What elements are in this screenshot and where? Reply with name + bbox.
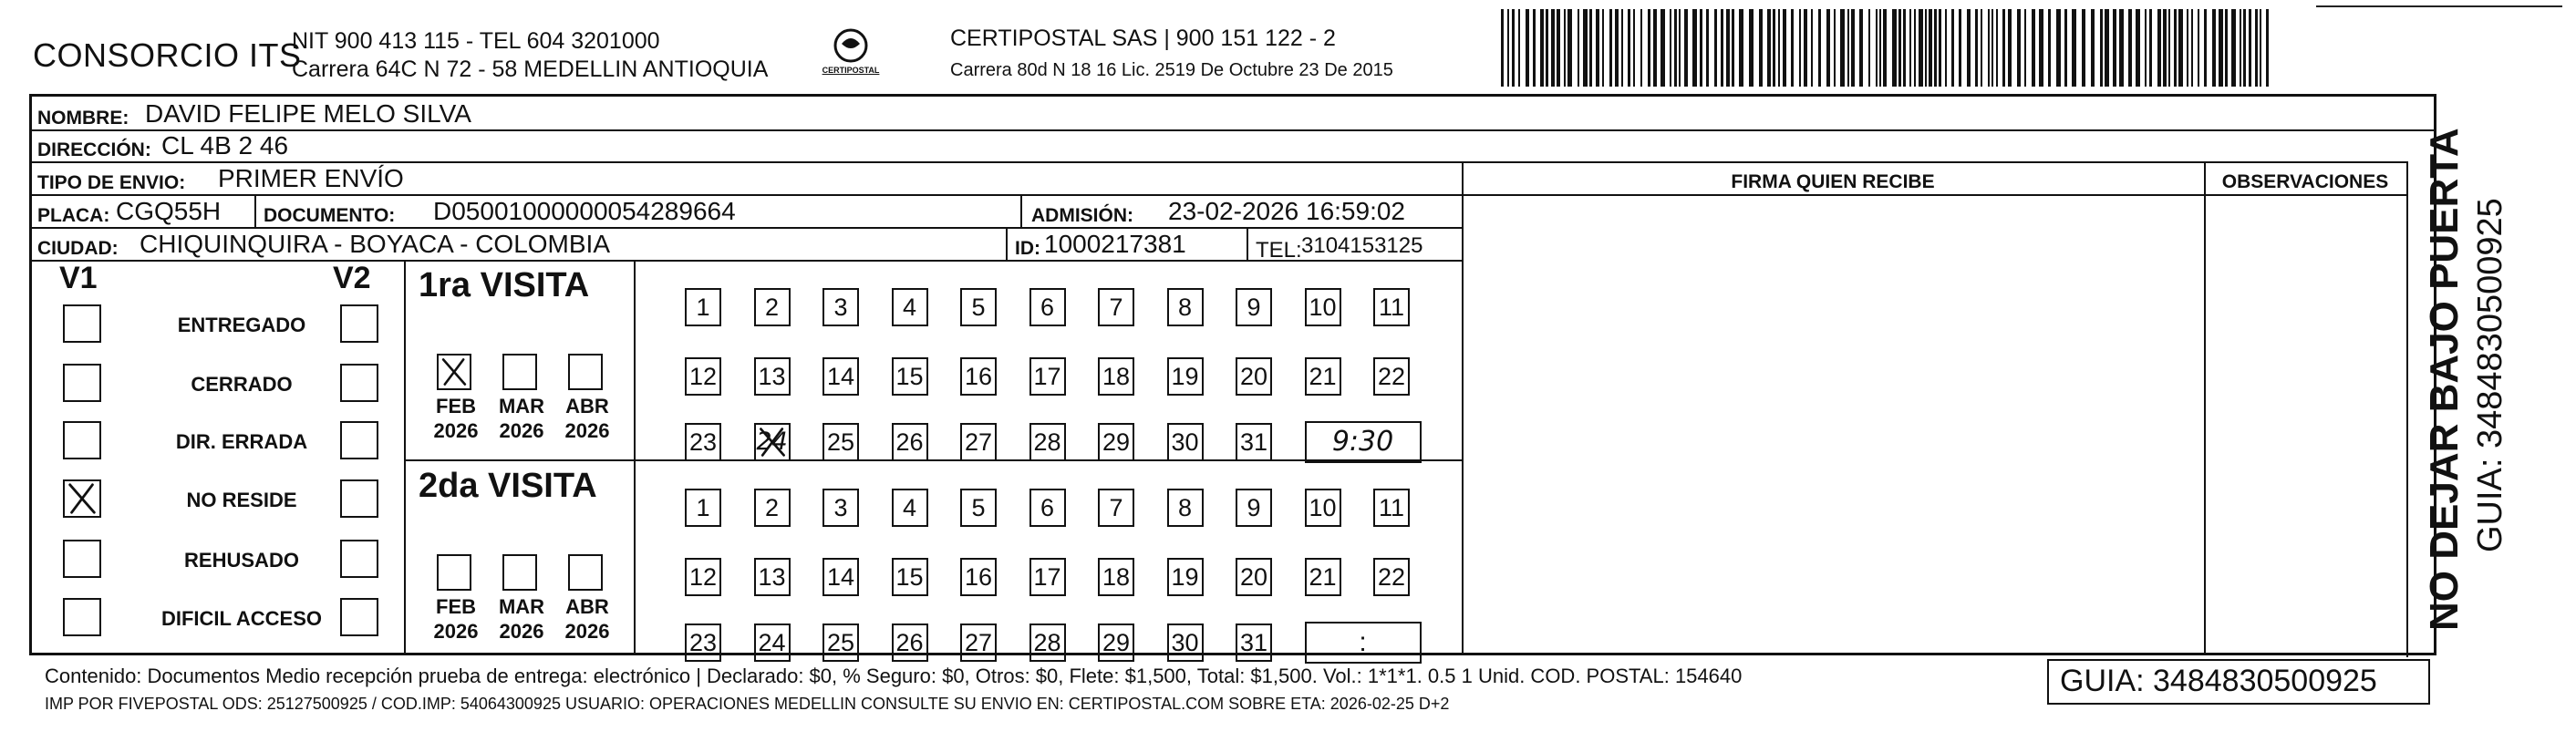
carrier-address: Carrera 80d N 18 16 Lic. 2519 De Octubre 23 De 2015 (950, 60, 1393, 80)
handwritten-x-mark-icon (65, 481, 99, 516)
observations-area[interactable] (2206, 196, 2405, 652)
month-checkbox[interactable] (568, 354, 603, 390)
month-checkbox[interactable] (502, 354, 537, 390)
footer-guide: GUIA: 3484830500925 (2060, 664, 2377, 698)
day-box[interactable]: 23 (685, 623, 721, 662)
day-box[interactable]: 12 (685, 357, 721, 396)
day-box[interactable]: 21 (1305, 357, 1341, 396)
day-box[interactable]: 25 (822, 623, 859, 662)
day-box[interactable]: 20 (1236, 357, 1272, 396)
day-box[interactable]: 17 (1029, 357, 1066, 396)
status-label: ENTREGADO (177, 314, 306, 336)
status-v2-checkbox[interactable] (340, 364, 378, 402)
day-box[interactable]: 9 (1236, 288, 1272, 326)
day-box[interactable]: 24 (754, 623, 791, 662)
day-box[interactable]: 5 (960, 288, 997, 326)
day-box[interactable]: 30 (1167, 423, 1204, 461)
side-guide: GUIA: 3484830500925 (2471, 198, 2509, 552)
status-v1-checkbox[interactable] (63, 304, 101, 343)
no-dejar-warning: NO DEJAR BAJO PUERTA (2422, 128, 2467, 631)
city-label: CIUDAD: (37, 238, 119, 259)
footer-guide-box (2047, 659, 2430, 705)
signature-area[interactable] (1464, 196, 2202, 652)
day-box[interactable]: 16 (960, 558, 997, 596)
city-value: CHIQUINQUIRA - BOYACA - COLOMBIA (140, 230, 611, 258)
recipient-name: DAVID FELIPE MELO SILVA (145, 99, 471, 128)
day-box[interactable]: 2 (754, 489, 791, 527)
tel-label: TEL: (1256, 238, 1302, 263)
day-box[interactable]: 25 (822, 423, 859, 461)
day-box[interactable]: 13 (754, 357, 791, 396)
status-label: DIFICIL ACCESO (160, 607, 322, 630)
status-v1-checkbox[interactable] (63, 540, 101, 578)
day-box[interactable]: 18 (1098, 558, 1134, 596)
shipment-type: PRIMER ENVÍO (218, 164, 404, 192)
id-label: ID: (1015, 238, 1040, 259)
visit2-title: 2da VISITA (419, 467, 597, 505)
contents-line: Contenido: Documentos Medio recepción prueba de entrega: electrónico | Declarado: $0, % Seguro: $0, Otros: $0, Flete: $1,500, Total: $1,500. Vol.: 1*1*1. 0.5 1 Unid. COD. POSTAL: 154640 (45, 665, 1743, 687)
day-box[interactable]: 11 (1373, 288, 1410, 326)
status-label: CERRADO (191, 373, 293, 396)
day-box[interactable]: 21 (1305, 558, 1341, 596)
recipient-address: CL 4B 2 46 (161, 131, 289, 160)
day-box[interactable]: 22 (1373, 558, 1410, 596)
status-v1-checkbox[interactable] (63, 364, 101, 402)
month-label: FEB 2026 (433, 395, 479, 442)
day-box[interactable]: 13 (754, 558, 791, 596)
document-label: DOCUMENTO: (264, 205, 396, 226)
day-box[interactable]: 17 (1029, 558, 1066, 596)
day-box[interactable]: 31 (1236, 423, 1272, 461)
day-box[interactable]: 20 (1236, 558, 1272, 596)
month-label: ABR 2026 (564, 395, 610, 442)
day-box[interactable]: 6 (1029, 288, 1066, 326)
day-box[interactable]: 14 (822, 357, 859, 396)
barcode (1501, 9, 2276, 87)
day-box[interactable]: 15 (892, 558, 928, 596)
day-box[interactable]: 2 (754, 288, 791, 326)
day-box[interactable]: 11 (1373, 489, 1410, 527)
v1-header: V1 (59, 261, 98, 295)
day-box[interactable]: 22 (1373, 357, 1410, 396)
day-box[interactable]: 24 (754, 423, 791, 461)
day-box[interactable]: 19 (1167, 357, 1204, 396)
day-box[interactable]: 6 (1029, 489, 1066, 527)
day-box[interactable]: 29 (1098, 623, 1134, 662)
day-box[interactable]: 30 (1167, 623, 1204, 662)
address-label: DIRECCIÓN: (37, 139, 151, 160)
month-checkbox[interactable] (502, 554, 537, 591)
month-label: MAR 2026 (498, 595, 545, 643)
status-v2-checkbox[interactable] (340, 540, 378, 578)
day-box[interactable]: 4 (892, 489, 928, 527)
day-box[interactable]: 28 (1029, 623, 1066, 662)
tel-value: 3104153125 (1301, 233, 1423, 258)
signature-column-header: FIRMA QUIEN RECIBE (1731, 171, 1935, 192)
logo-mark-icon (807, 26, 895, 84)
day-box[interactable]: 29 (1098, 423, 1134, 461)
visit1-title: 1ra VISITA (419, 266, 590, 304)
status-v1-checkbox[interactable] (63, 479, 101, 518)
admission-value: 23-02-2026 16:59:02 (1168, 197, 1405, 225)
day-box[interactable]: 18 (1098, 357, 1134, 396)
v2-header: V2 (333, 261, 371, 295)
day-box[interactable]: 7 (1098, 489, 1134, 527)
day-box[interactable]: 9 (1236, 489, 1272, 527)
month-checkbox[interactable] (568, 554, 603, 591)
admission-label: ADMISIÓN: (1031, 205, 1133, 226)
day-box[interactable]: 23 (685, 423, 721, 461)
day-box[interactable]: 1 (685, 489, 721, 527)
status-v2-checkbox[interactable] (340, 598, 378, 636)
status-v2-checkbox[interactable] (340, 304, 378, 343)
company-nit: NIT 900 413 115 - TEL 604 3201000 (292, 28, 660, 54)
status-v1-checkbox[interactable] (63, 598, 101, 636)
day-box[interactable]: 8 (1167, 288, 1204, 326)
plate-label: PLACA: (37, 205, 110, 226)
status-label: NO RESIDE (186, 489, 297, 511)
logo-text: CERTIPOSTAL (822, 66, 880, 75)
status-v1-checkbox[interactable] (63, 421, 101, 459)
status-v2-checkbox[interactable] (340, 421, 378, 459)
day-box[interactable]: 10 (1305, 288, 1341, 326)
day-box[interactable]: 14 (822, 558, 859, 596)
day-box[interactable]: 27 (960, 623, 997, 662)
handwritten-x-mark-icon (756, 425, 789, 459)
company-name: CONSORCIO ITS (33, 36, 302, 74)
time-field[interactable]: 9:30 (1305, 421, 1422, 463)
day-box[interactable]: 3 (822, 288, 859, 326)
month-checkbox[interactable] (437, 354, 471, 390)
delivery-form (29, 94, 2436, 713)
plate-value: CGQ55H (116, 197, 222, 225)
month-label: MAR 2026 (498, 395, 545, 442)
handwritten-x-mark-icon (439, 356, 470, 388)
day-box[interactable]: 3 (822, 489, 859, 527)
company-info (292, 27, 768, 84)
id-value: 1000217381 (1044, 230, 1186, 258)
month-checkbox[interactable] (437, 554, 471, 591)
day-box[interactable]: 16 (960, 357, 997, 396)
top-divider (2316, 5, 2562, 7)
day-box[interactable]: 27 (960, 423, 997, 461)
month-label: ABR 2026 (564, 595, 610, 643)
day-box[interactable]: 15 (892, 357, 928, 396)
day-box[interactable]: 19 (1167, 558, 1204, 596)
time-field[interactable]: : (1305, 622, 1422, 664)
certipostal-logo (807, 26, 895, 84)
status-label: DIR. ERRADA (175, 430, 308, 453)
status-label: REHUSADO (184, 549, 299, 572)
day-box[interactable]: 31 (1236, 623, 1272, 662)
status-v2-checkbox[interactable] (340, 479, 378, 518)
document-value: D05001000000054289664 (433, 197, 736, 225)
carrier-name: CERTIPOSTAL SAS | 900 151 122 - 2 (950, 26, 1336, 51)
day-box[interactable]: 26 (892, 623, 928, 662)
imp-line: IMP POR FIVEPOSTAL ODS: 25127500925 / COD.IMP: 54064300925 USUARIO: OPERACIONES MEDELLIN CONSULTE SU ENVIO EN: CERTIPOSTAL.COM SOBRE ETA: 2026-02-25 D+2 (45, 695, 1450, 713)
day-box[interactable]: 8 (1167, 489, 1204, 527)
day-box[interactable]: 1 (685, 288, 721, 326)
day-box[interactable]: 4 (892, 288, 928, 326)
company-address: Carrera 64C N 72 - 58 MEDELLIN ANTIOQUIA (292, 57, 769, 82)
month-label: FEB 2026 (433, 595, 479, 643)
observations-column-header: OBSERVACIONES (2221, 171, 2389, 192)
day-box[interactable]: 26 (892, 423, 928, 461)
day-box[interactable]: 7 (1098, 288, 1134, 326)
day-box[interactable]: 10 (1305, 489, 1341, 527)
shipment-type-label: TIPO DE ENVIO: (37, 172, 186, 193)
day-box[interactable]: 5 (960, 489, 997, 527)
day-box[interactable]: 12 (685, 558, 721, 596)
name-label: NOMBRE: (37, 108, 129, 129)
day-box[interactable]: 28 (1029, 423, 1066, 461)
